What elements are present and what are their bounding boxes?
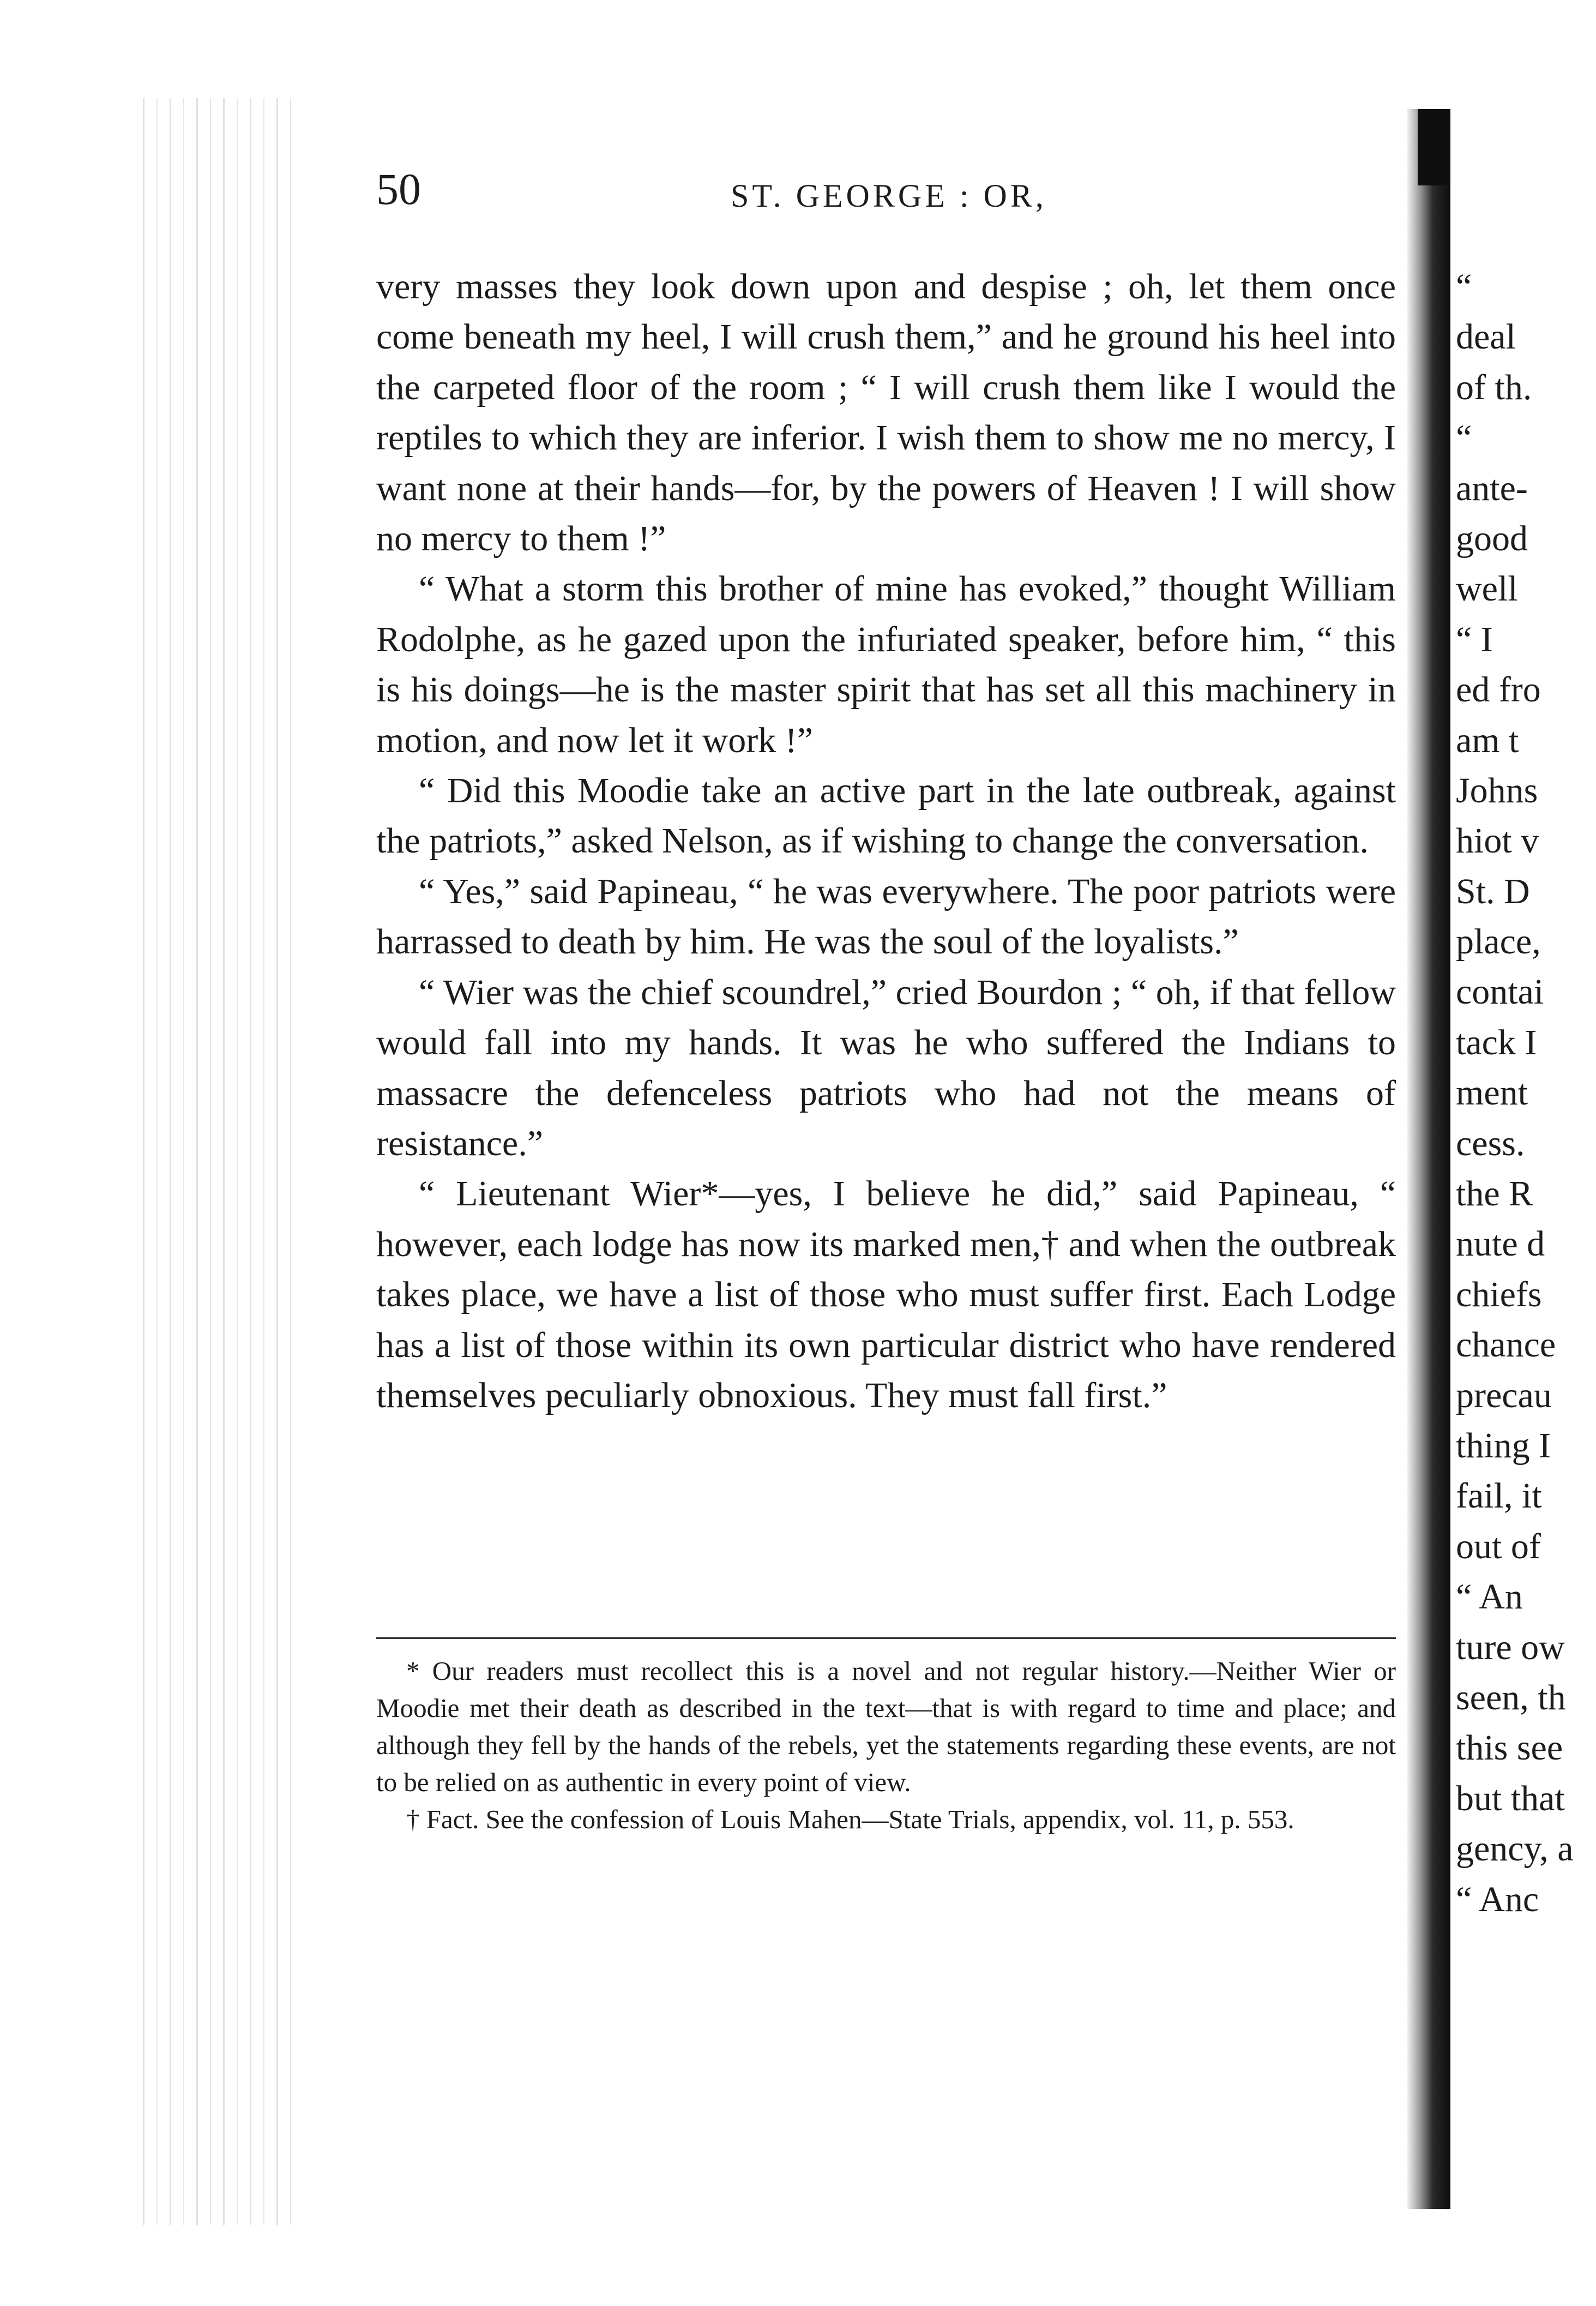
footnote: * Our readers must recollect this is a novel and not regular history.—Neither Wier or Moodie met their death as described in the text—that is with regard to time and place; and although they fell by the hands of the rebels, yet the statements regarding these events, are not to be relied on as authentic in every point of view. [376,1656,1396,1797]
facing-line: the R [1456,1174,1533,1214]
facing-line: well [1456,569,1518,609]
facing-line: nute d [1456,1224,1545,1264]
page-number: 50 [376,164,421,214]
paragraph: very masses they look down upon and despise ; oh, let them once come beneath my heel, I will crush them,” and he ground his heel into the carpeted floor of the room ; “ I will crush them like I would the reptiles to which they are inferior. I wish them to show me no mercy, I want none at their hands—for, by the powers of Heaven ! I will show no mercy to them !” [376,267,1396,559]
facing-line: “ [1456,267,1472,307]
facing-line: this see [1456,1728,1563,1768]
paragraph: “ Yes,” said Papineau, “ he was everywhere. The poor patriots were harrassed to death by him. He was the soul of the loyalists.” [376,871,1396,962]
paragraph: “ Did this Moodie take an active part in the late outbreak, against the patriots,” asked Nelson, as if wishing to change the conversation. [376,771,1396,861]
facing-line: “ I [1456,619,1493,659]
facing-line: hiot v [1456,821,1539,861]
adjacent-page-edge [131,98,294,2225]
facing-line: but that [1456,1778,1565,1818]
facing-line: seen, th [1456,1677,1566,1718]
facing-line: contai [1456,972,1544,1012]
facing-line: deal [1456,317,1516,357]
facing-line: tack I [1456,1022,1537,1062]
facing-line: of th. [1456,367,1532,407]
facing-line: fail, it [1456,1476,1542,1516]
facing-line: “ Anc [1456,1879,1539,1919]
facing-line: cess. [1456,1123,1525,1163]
facing-line: good [1456,518,1528,559]
footnote: † Fact. See the confession of Louis Mahen—State Trials, appendix, vol. 11, p. 553. [406,1804,1294,1834]
facing-line: St. D [1456,871,1530,911]
facing-line: ed fro [1456,670,1541,710]
facing-line: precau [1456,1375,1552,1415]
facing-page-text [1456,262,1596,1925]
running-head: ST. GEORGE : OR, [731,178,1047,214]
footnotes [376,1653,1396,1838]
footnote-divider [376,1637,1396,1639]
facing-line: gency, a [1456,1829,1574,1869]
facing-line: thing I [1456,1425,1551,1466]
facing-line: am t [1456,720,1519,760]
facing-line: chiefs [1456,1274,1542,1314]
facing-line: “ An [1456,1577,1523,1617]
facing-line: out of [1456,1526,1541,1566]
main-text [376,262,1396,1421]
facing-line: “ [1456,418,1472,458]
book-gutter [1407,109,1450,2209]
facing-line: ture ow [1456,1627,1565,1667]
facing-line: ante- [1456,468,1528,508]
paragraph: “ Lieutenant Wier*—yes, I believe he did,” said Papineau, “ however, each lodge has now its marked men,† and when the outbreak takes place, we have a list of those who must suffer first. Each Lodge has a list of those within its own particular district who have rendered themselves peculiarly obnoxious. They must fall first.” [376,1174,1396,1415]
paragraph: “ What a storm this brother of mine has evoked,” thought William Rodolphe, as he gazed upon the infuriated speaker, before him, “ this is his doings—he is the master spirit that has set all this machinery in motion, and now let it work !” [376,569,1396,760]
paragraph: “ Wier was the chief scoundrel,” cried Bourdon ; “ oh, if that fellow would fall into my hands. It was he who suffered the Indians to massacre the defenceless patriots who had not the means of resistance.” [376,972,1396,1163]
facing-line: ment [1456,1073,1528,1113]
facing-line: place, [1456,922,1541,962]
facing-line: chance [1456,1325,1556,1365]
gutter-shadow [1418,109,1450,185]
facing-line: Johns [1456,770,1538,810]
